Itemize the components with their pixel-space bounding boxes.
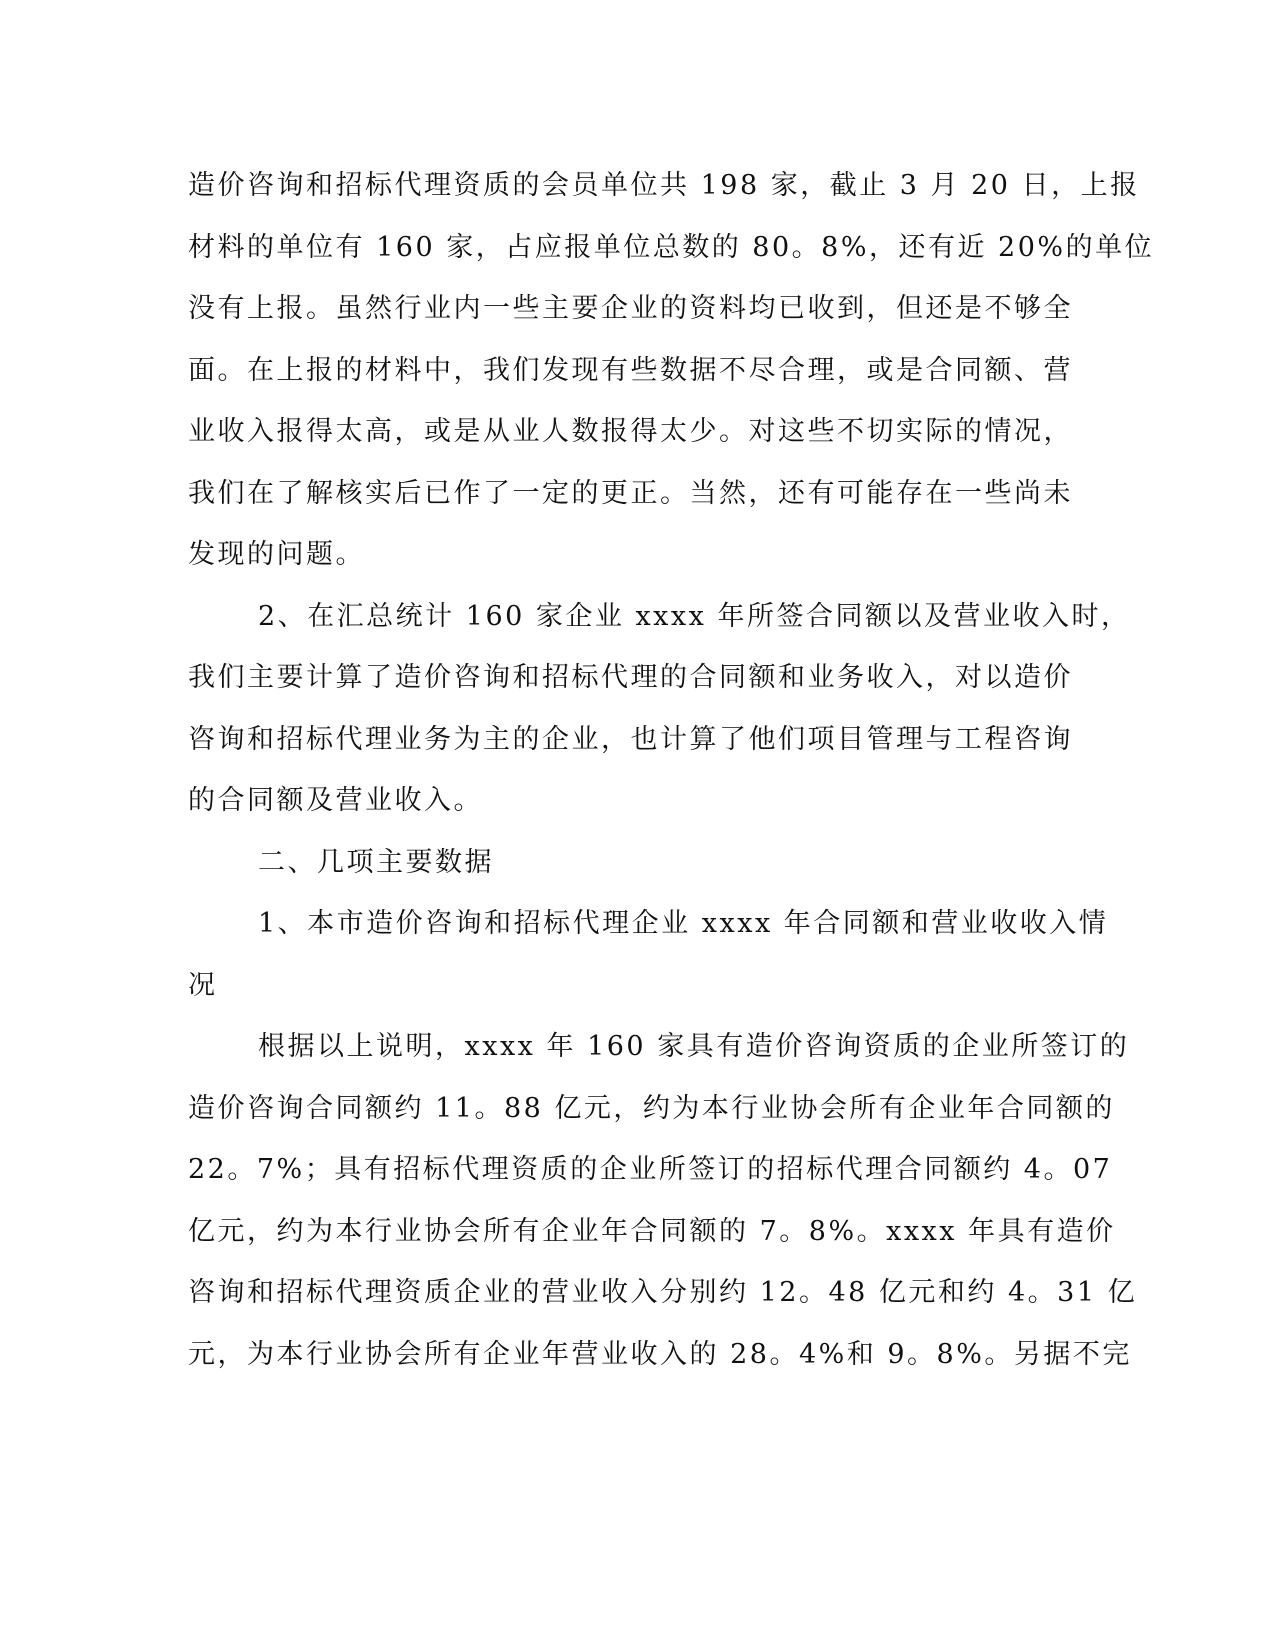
text-line: 22。7%；具有招标代理资质的企业所签订的招标代理合同额约 4。07 bbox=[188, 1154, 1113, 1185]
text-line: 面。在上报的材料中，我们发现有些数据不尽合理，或是合同额、营 bbox=[188, 354, 1073, 386]
text-line: 咨询和招标代理资质企业的营业收入分别约 12。48 亿元和约 4。31 亿 bbox=[188, 1277, 1138, 1308]
text-line: 咨询和招标代理业务为主的企业，也计算了他们项目管理与工程咨询 bbox=[188, 723, 1073, 755]
text-line: 发现的问题。 bbox=[188, 539, 365, 570]
document-body bbox=[188, 155, 1155, 1385]
text-line: 材料的单位有 160 家，占应报单位总数的 80。8%，还有近 20%的单位 bbox=[188, 231, 1155, 263]
text-line: 业收入报得太高，或是从业人数报得太少。对这些不切实际的情况， bbox=[188, 416, 1073, 447]
text-line: 的合同额及营业收入。 bbox=[188, 785, 483, 816]
section-heading bbox=[188, 832, 1078, 894]
paragraph-1 bbox=[188, 155, 1155, 586]
text-line: 元，为本行业协会所有企业年营业收入的 28。4%和 9。8%。另据不完 bbox=[188, 1338, 1132, 1370]
text-line: 造价咨询合同额约 11。88 亿元，约为本行业协会所有企业年合同额的 bbox=[188, 1092, 1115, 1124]
text-line: 造价咨询和招标代理资质的会员单位共 198 家，截止 3 月 20 日，上报 bbox=[188, 170, 1140, 201]
paragraph-3 bbox=[188, 893, 1109, 1016]
paragraph-4 bbox=[188, 1016, 1138, 1385]
paragraph-2 bbox=[188, 586, 1131, 832]
text-line: 亿元，约为本行业协会所有企业年合同额的 7。8%。xxxx 年具有造价 bbox=[188, 1215, 1116, 1247]
text-line: 没有上报。虽然行业内一些主要企业的资料均已收到，但还是不够全 bbox=[188, 293, 1073, 324]
text-line: 根据以上说明，xxxx 年 160 家具有造价咨询资质的企业所签订的 bbox=[258, 1031, 1130, 1062]
text-line: 我们在了解核实后已作了一定的更正。当然，还有可能存在一些尚未 bbox=[188, 477, 1073, 509]
text-line: 我们主要计算了造价咨询和招标代理的合同额和业务收入，对以造价 bbox=[188, 662, 1073, 693]
text-line: 1、本市造价咨询和招标代理企业 xxxx 年合同额和营业收收入情 bbox=[258, 908, 1109, 939]
section-heading-text: 二、几项主要数据 bbox=[258, 846, 494, 878]
text-line: 况 bbox=[188, 969, 218, 1001]
text-line: 2、在汇总统计 160 家企业 xxxx 年所签合同额以及营业收入时， bbox=[258, 600, 1131, 632]
